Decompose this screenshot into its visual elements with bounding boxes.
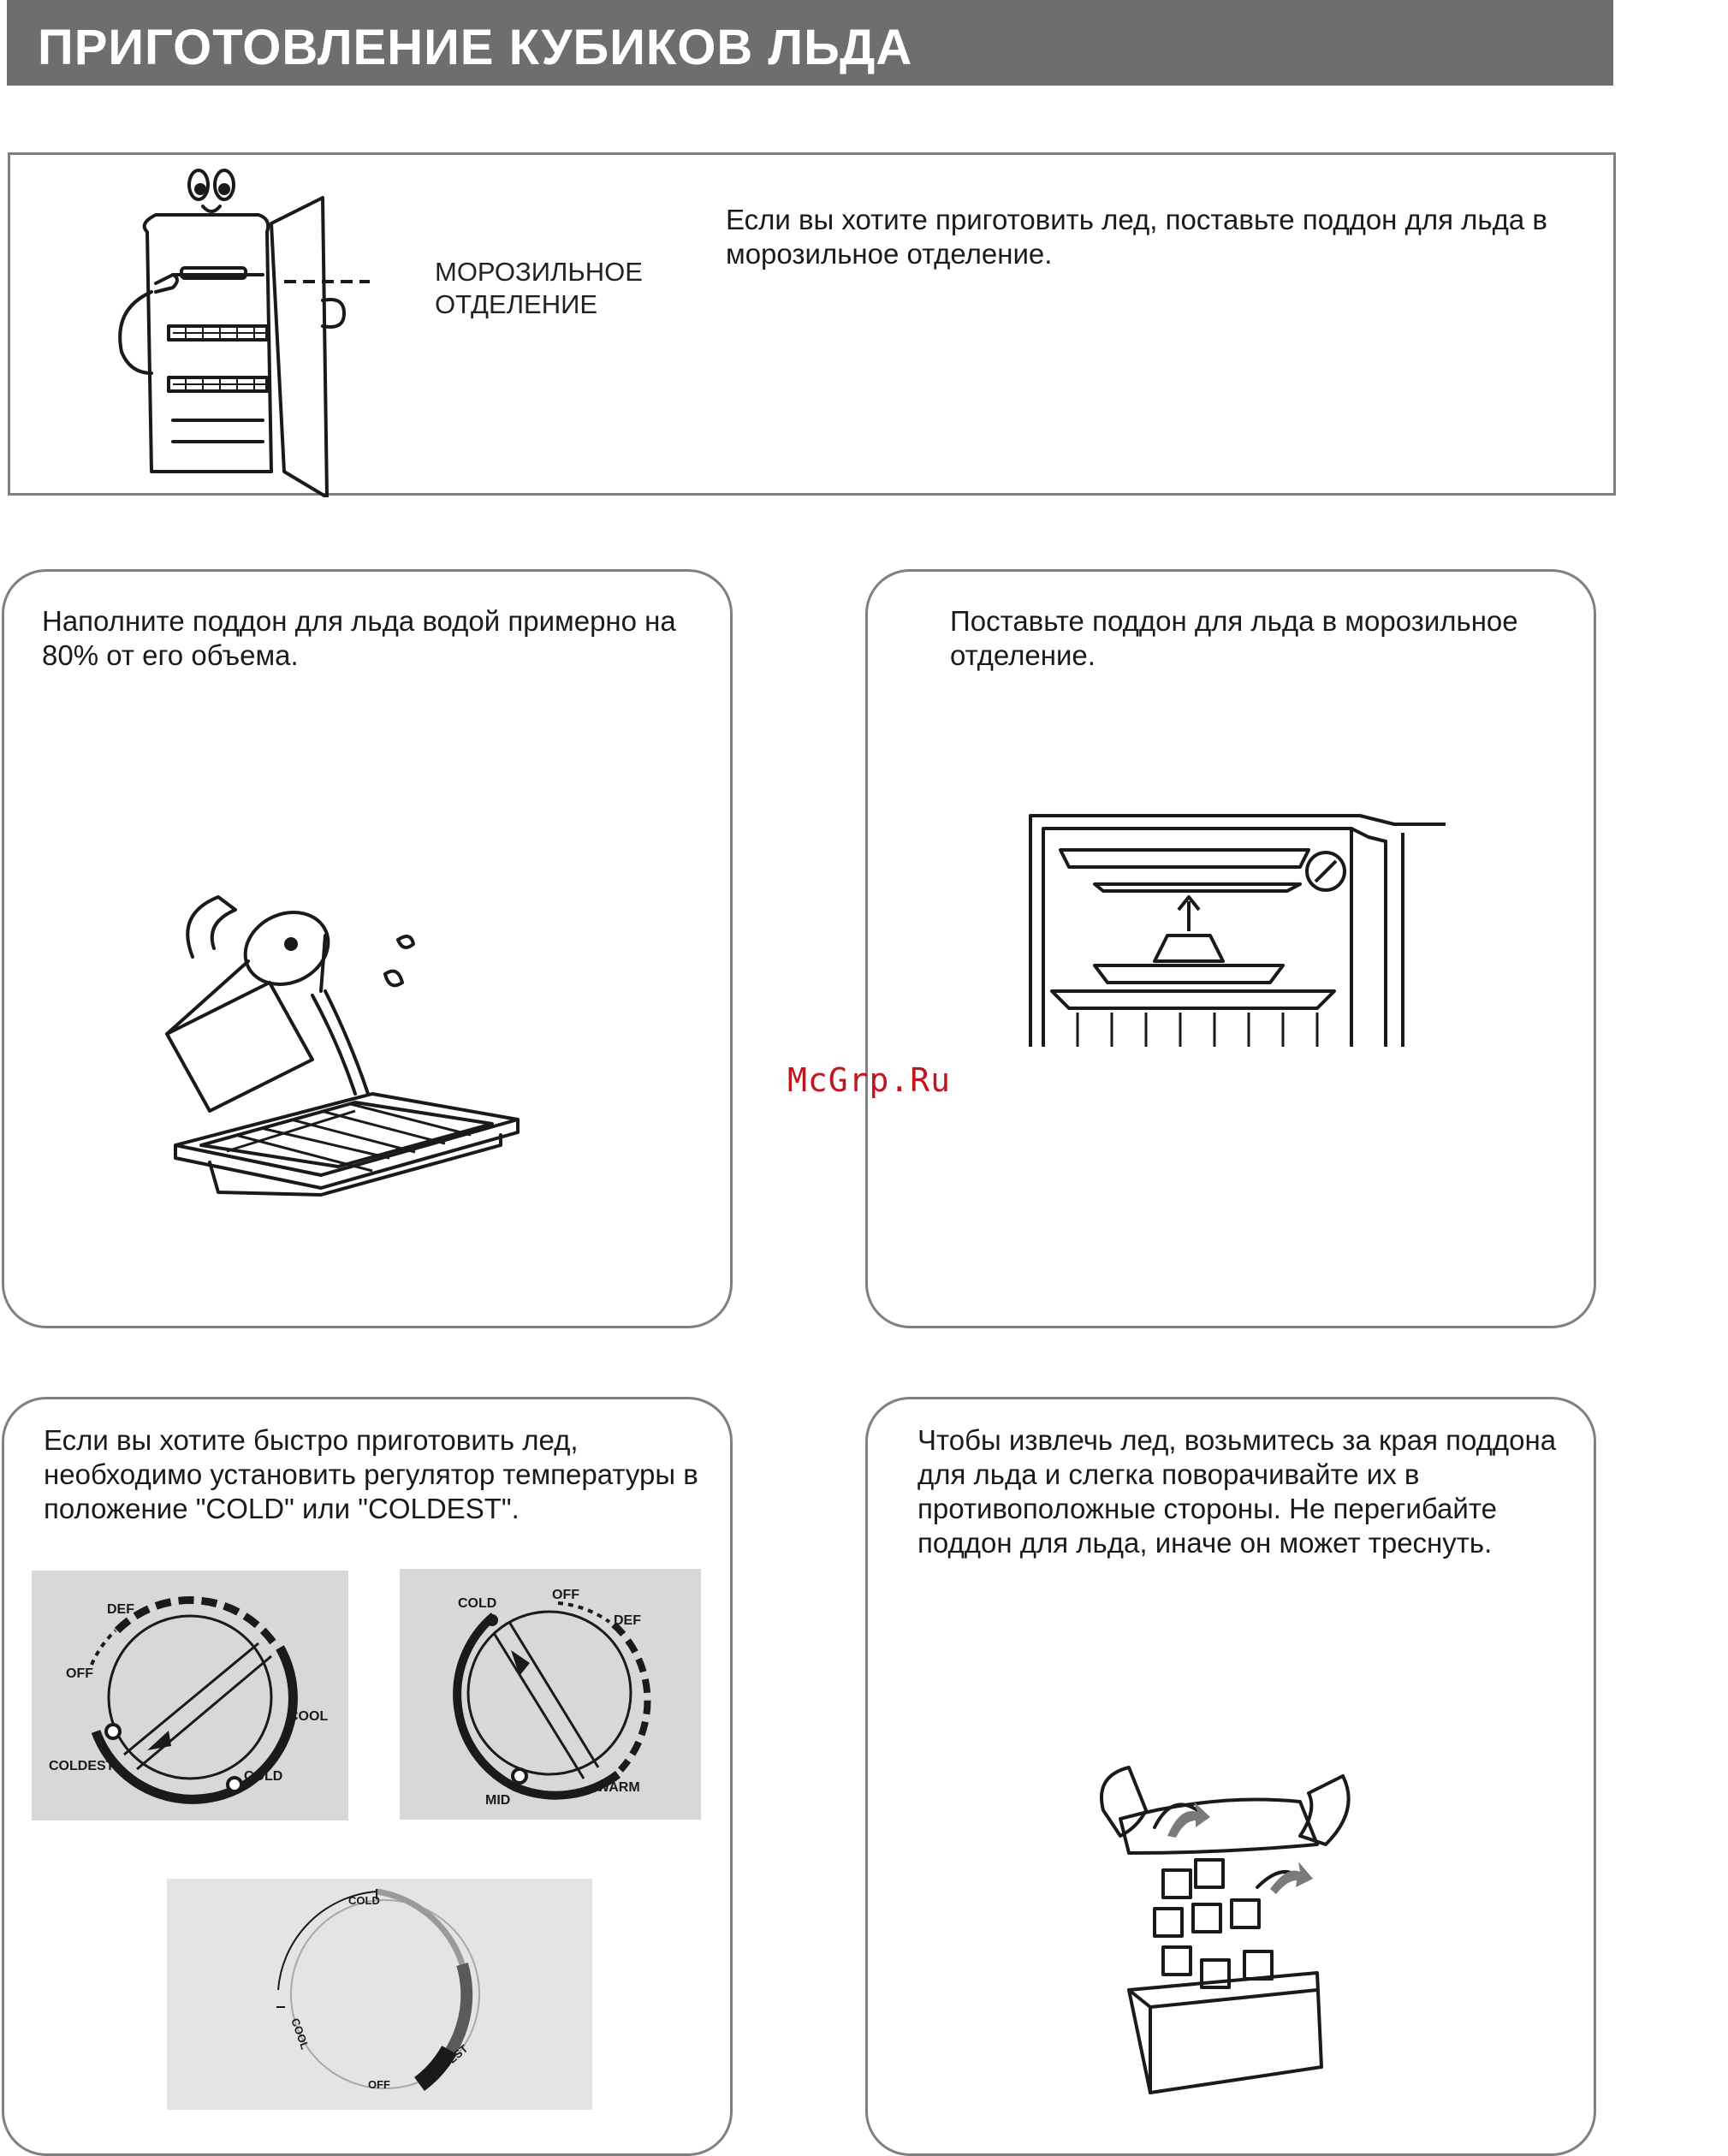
header-bar — [7, 0, 1613, 86]
dial2-label-off: OFF — [552, 1588, 579, 1602]
thermostat-dial-2 — [400, 1569, 701, 1820]
dial3-label-cold: COLD — [348, 1894, 380, 1907]
dial2-label-cold: COLD — [458, 1596, 497, 1611]
step-text-fill-tray: Наполните поддон для льда водой примерно на 80% от его объема. — [42, 605, 676, 671]
freezer-compartment-illustration — [1026, 799, 1446, 1047]
thermostat-dial-1 — [32, 1571, 348, 1820]
dial2-label-def: DEF — [614, 1613, 641, 1628]
dial3-label-off: OFF — [368, 2078, 390, 2091]
thermostat-dial-3 — [167, 1879, 592, 2110]
pitcher-filling-tray-illustration — [141, 863, 552, 1197]
step-card-remove-ice — [865, 1397, 1596, 2156]
dial2-label-mid: MID — [485, 1793, 511, 1808]
dial1-label-cool: COOL — [288, 1709, 329, 1724]
dial2-label-warm: WARM — [597, 1780, 640, 1795]
fridge-mascot-illustration — [87, 163, 370, 497]
dial1-label-def: DEF — [107, 1602, 134, 1617]
dial1-label-off: OFF — [66, 1666, 93, 1681]
dial3-label-coldest: COLDEST — [421, 2041, 471, 2087]
intro-section — [8, 152, 1616, 496]
step-text-thermostat: Если вы хотите быстро приготовить лед, необходимо установить регулятор температуры в положение "COLD" или "COLDEST". — [44, 1424, 698, 1524]
step-text-place-tray: Поставьте поддон для льда в морозильное отделение. — [950, 605, 1518, 671]
step-card-thermostat — [2, 1397, 733, 2156]
page-title: ПРИГОТОВЛЕНИЕ КУБИКОВ ЛЬДА — [38, 20, 913, 75]
intro-text: Если вы хотите приготовить лед, поставьте поддон для льда в морозильное отделение. — [726, 204, 1547, 270]
dial3-label-cool: COOL — [288, 2016, 312, 2052]
twisting-tray-illustration — [1086, 1759, 1360, 2118]
step-card-place-tray — [865, 569, 1596, 1328]
freezer-callout-label: МОРОЗИЛЬНОЕ ОТДЕЛЕНИЕ — [435, 257, 643, 319]
step-card-fill-tray — [2, 569, 733, 1328]
step-text-remove-ice: Чтобы извлечь лед, возьмитесь за края поддона для льда и слегка поворачивайте их в противоположные стороны. Не перегибайте поддон для льда, иначе он может треснуть. — [917, 1424, 1557, 1559]
watermark: McGrp.Ru — [787, 1061, 952, 1099]
dial1-label-cold: COLD — [244, 1769, 283, 1784]
dial1-label-coldest: COLDEST — [49, 1759, 115, 1773]
